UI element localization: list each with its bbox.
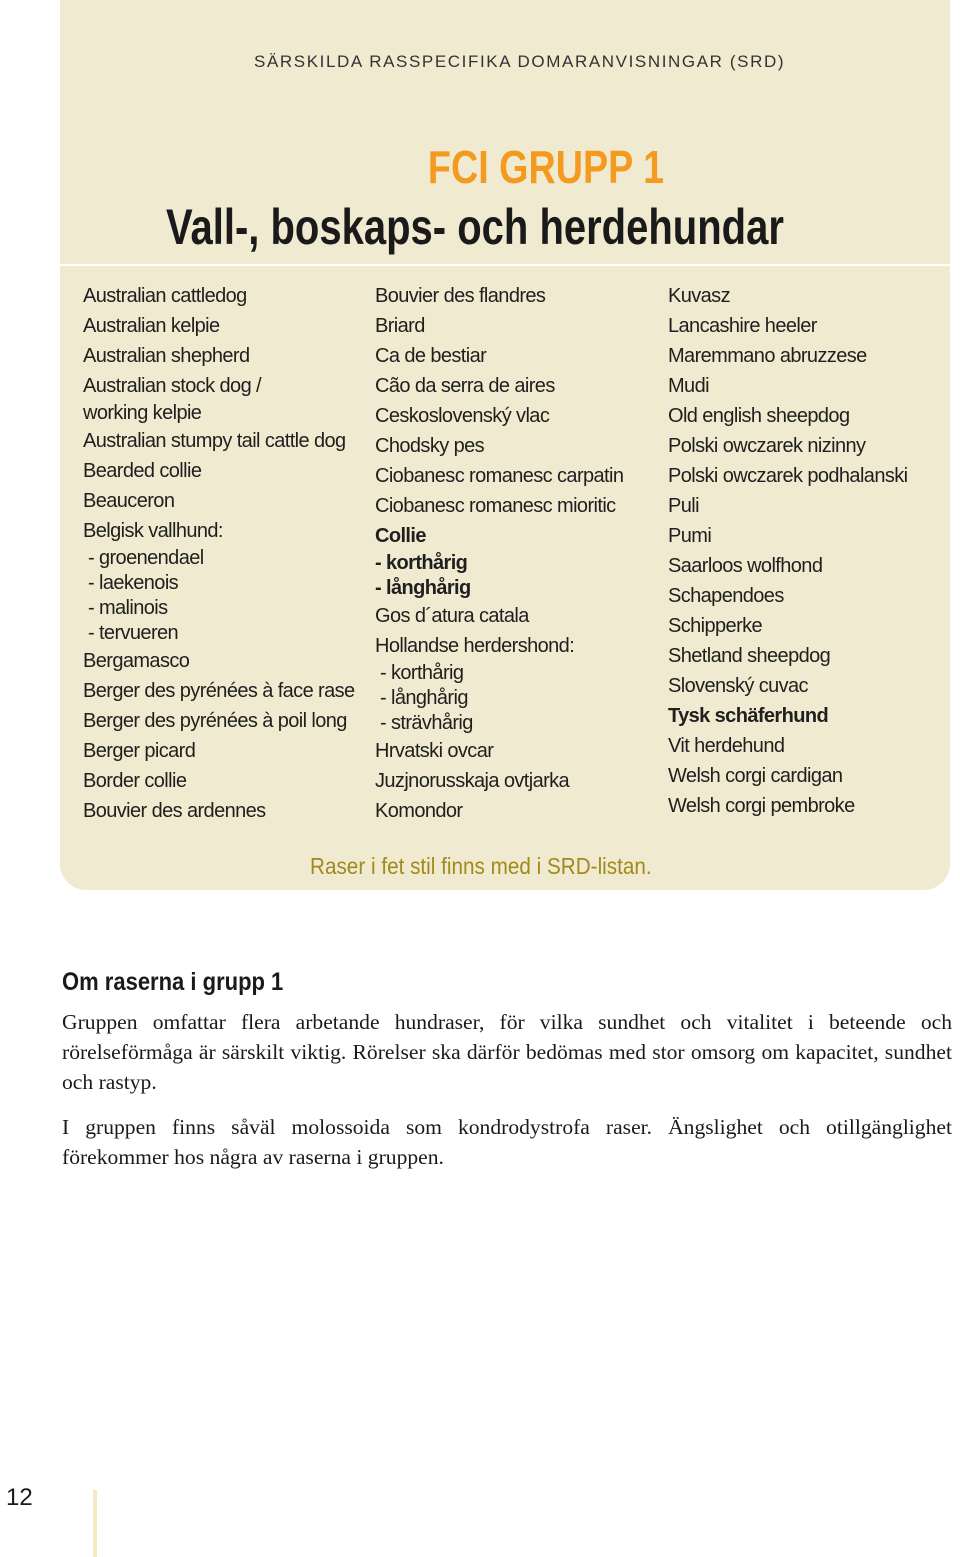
breed-list-item: Bouvier des ardennes xyxy=(83,800,266,822)
breed-column-1 xyxy=(83,281,373,826)
breed-list-item: Hrvatski ovcar xyxy=(375,740,494,762)
breed-list-item: Berger des pyrénées à poil long xyxy=(83,710,347,732)
breed-list-item: Ciobanesc romanesc carpatin xyxy=(375,465,624,487)
breed-list-item: Welsh corgi cardigan xyxy=(668,765,843,787)
breed-list-item: - laekenois xyxy=(83,572,179,594)
breed-column-3 xyxy=(668,281,958,821)
breed-list-item: Schapendoes xyxy=(668,585,784,607)
breed-list-item: - strävhårig xyxy=(375,712,473,734)
page-number: 12 xyxy=(6,1484,33,1511)
breed-list-item: Border collie xyxy=(83,770,187,792)
breed-list-item: - korthårig xyxy=(375,552,468,574)
breed-list-item: Komondor xyxy=(375,800,463,822)
breed-list-item: Ciobanesc romanesc mioritic xyxy=(375,495,616,517)
running-header: SÄRSKILDA RASSPECIFIKA DOMARANVISNINGAR (SRD) xyxy=(254,52,786,71)
breed-list-item: Welsh corgi pembroke xyxy=(668,795,855,817)
breed-list-item: Lancashire heeler xyxy=(668,315,817,337)
breed-list-item: - långhårig xyxy=(375,577,471,599)
breed-list-item: Cão da serra de aires xyxy=(375,375,555,397)
breed-list-item: Saarloos wolfhond xyxy=(668,555,823,577)
breed-list-item: Puli xyxy=(668,495,699,517)
breed-list-item: Schipperke xyxy=(668,615,763,637)
section-heading: Om raserna i grupp 1 xyxy=(62,968,284,996)
breed-list-item: Beauceron xyxy=(83,490,175,512)
breed-list-item: Bearded collie xyxy=(83,460,202,482)
breed-list-item: - tervueren xyxy=(83,622,179,644)
breed-list-item: Slovenský cuvac xyxy=(668,675,808,697)
breed-list-item: Briard xyxy=(375,315,425,337)
breed-list-item: Berger des pyrénées à face rase xyxy=(83,680,355,702)
group-title: FCI GRUPP 1 xyxy=(427,141,665,193)
breed-list-item: Old english sheepdog xyxy=(668,405,850,427)
breed-list-item: Shetland sheepdog xyxy=(668,645,831,667)
breed-list-item: Australian cattledog xyxy=(83,285,247,307)
breed-list-item: Australian shepherd xyxy=(83,345,250,367)
breed-list-item: Gos d´atura catala xyxy=(375,605,529,627)
breed-list-item: Ceskoslovenský vlac xyxy=(375,405,550,427)
breed-list-item: Collie xyxy=(375,525,426,547)
page-margin-rule xyxy=(93,1490,97,1557)
breed-list-item: Juzjnorusskaja ovtjarka xyxy=(375,770,570,792)
breed-list-item: Tysk schäferhund xyxy=(668,705,829,727)
breed-list-item: Ca de bestiar xyxy=(375,345,487,367)
breed-list-item: working kelpie xyxy=(83,402,202,424)
breed-list-item: Bergamasco xyxy=(83,650,190,672)
breed-list-item: Pumi xyxy=(668,525,712,547)
breed-list-item: - groenendael xyxy=(83,547,204,569)
srd-note: Raser i fet stil finns med i SRD-listan. xyxy=(310,853,652,879)
group-subtitle: Vall-, boskaps- och herdehundar xyxy=(166,199,784,255)
breed-list-item: Kuvasz xyxy=(668,285,730,307)
section-paragraph-2: I gruppen finns såväl molossoida som kondrodystrofa raser. Ängslighet och otillgänglighet förekommer hos några av raserna i gruppen. xyxy=(62,1115,952,1169)
breed-list-item: Australian kelpie xyxy=(83,315,220,337)
breed-list-item: Mudi xyxy=(668,375,709,397)
panel-divider xyxy=(60,264,950,266)
breed-list-item: Australian stumpy tail cattle dog xyxy=(83,430,346,452)
breed-list-item: Australian stock dog / xyxy=(83,375,262,397)
breed-list-item: Maremmano abruzzese xyxy=(668,345,867,367)
breed-list-item: - malinois xyxy=(83,597,168,619)
breed-list-item: Berger picard xyxy=(83,740,196,762)
breed-list-item: Belgisk vallhund: xyxy=(83,520,223,542)
breed-list-item: Polski owczarek podhalanski xyxy=(668,465,908,487)
breed-list-item: Bouvier des flandres xyxy=(375,285,546,307)
breed-list-item: Chodsky pes xyxy=(375,435,485,457)
breed-list-item: Vit herdehund xyxy=(668,735,785,757)
section-paragraph-1: Gruppen omfattar flera arbetande hundraser, för vilka sundhet och vitalitet i beteende och rörelseförmåga är särskilt viktig. Rörelser ska därför bedömas med stor omsorg om kapacitet, sundhet och rastyp. xyxy=(62,1010,952,1094)
breed-list-item: Polski owczarek nizinny xyxy=(668,435,866,457)
breed-list-item: - långhårig xyxy=(375,687,468,709)
breed-column-2 xyxy=(375,281,665,826)
breed-list-item: Hollandse herdershond: xyxy=(375,635,575,657)
breed-list-item: - korthårig xyxy=(375,662,464,684)
